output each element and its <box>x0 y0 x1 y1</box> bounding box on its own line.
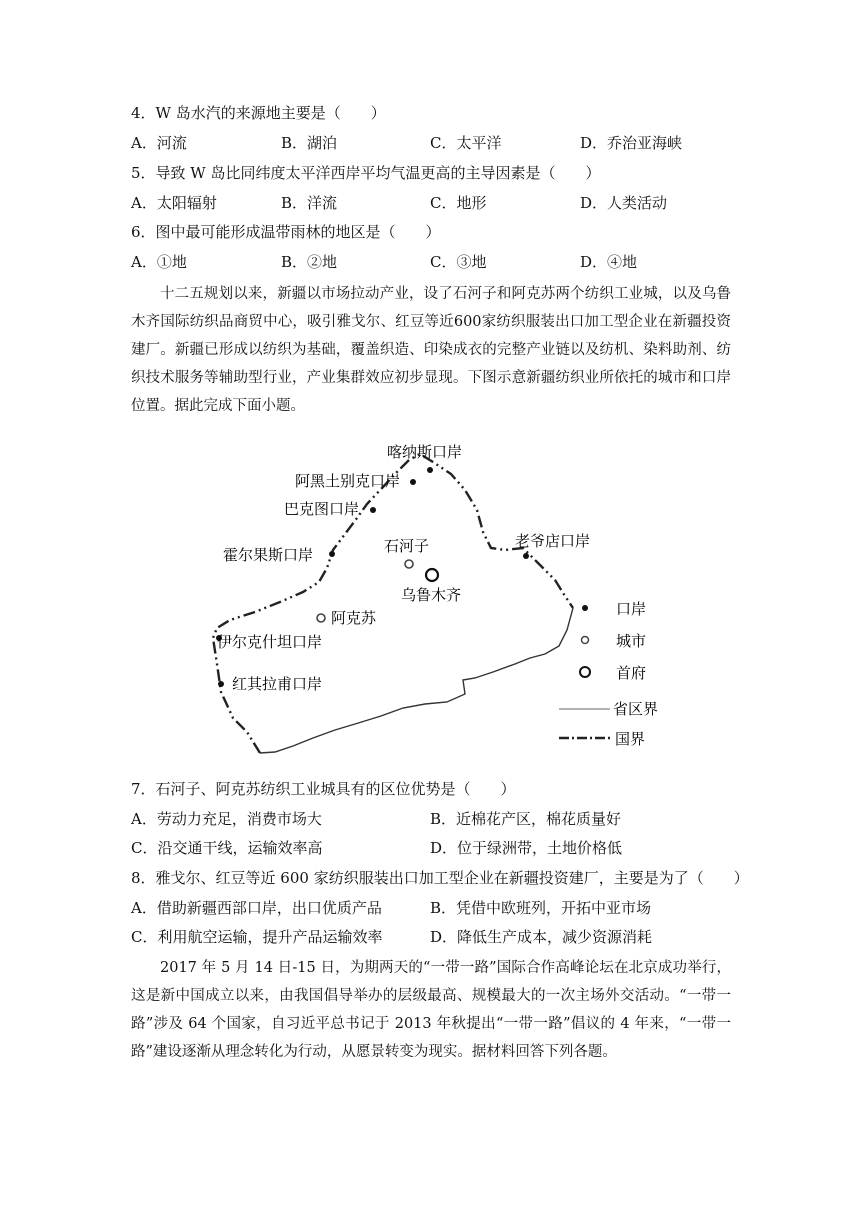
question-7-option-a: A．劳动力充足，消费市场大 <box>131 810 322 828</box>
question-7-option-b: B．近棉花产区，棉花质量好 <box>430 810 622 828</box>
question-6-option-a: A．①地 <box>131 253 187 271</box>
question-5-option-d: D．人类活动 <box>580 194 668 212</box>
capital-marker-urumqi <box>426 569 438 581</box>
label-city-aksu: 阿克苏 <box>331 609 377 627</box>
label-port-kanas: 喀纳斯口岸 <box>387 443 463 461</box>
question-4-stem: 4．W 岛水汽的来源地主要是（ ） <box>131 104 386 122</box>
label-port-khorgos: 霍尔果斯口岸 <box>223 546 314 564</box>
question-4-option-b: B．湖泊 <box>281 134 338 152</box>
question-4-option-a: A．河流 <box>131 134 187 152</box>
question-8-option-d: D．降低生产成本，减少资源消耗 <box>430 928 653 946</box>
question-6-stem: 6．图中最可能形成温带雨林的地区是（ ） <box>131 223 441 241</box>
question-8-option-c: C．利用航空运输，提升产品运输效率 <box>131 928 383 946</box>
question-6-option-d: D．④地 <box>580 253 638 271</box>
national-boundary <box>213 454 573 753</box>
label-city-shihezi: 石河子 <box>384 537 430 555</box>
legend-city-symbol <box>582 637 589 644</box>
legend-port-label: 口岸 <box>616 600 647 618</box>
passage-textile-industry: 十二五规划以来，新疆以市场拉动产业，设了石河子和阿克苏两个纺织工业城，以及乌鲁木齐国际纺织品商贸中心，吸引雅戈尔、红豆等近600家纺织服装出口加工型企业在新疆投资建厂。新疆已形成以纺织为基础，覆盖织造、印染成衣的完整产业链以及纺机、染料助剂、纺织技术服务等辅助型行业，产业集群效应初步显现。下图示意新疆纺织业所依托的城市和口岸位置。据此完成下面小题。 <box>131 286 731 414</box>
question-7-stem: 7．石河子、阿克苏纺织工业城具有的区位优势是（ ） <box>131 780 516 798</box>
legend-national-label: 国界 <box>615 730 646 748</box>
label-port-baketu: 巴克图口岸 <box>284 500 360 518</box>
question-4-option-c: C．太平洋 <box>430 134 502 152</box>
question-8-stem: 8．雅戈尔、红豆等近 600 家纺织服装出口加工型企业在新疆投资建厂，主要是为了（ ） <box>131 869 749 887</box>
legend-city-label: 城市 <box>616 632 647 650</box>
question-8-option-b: B．凭借中欧班列，开拓中亚市场 <box>430 899 652 917</box>
label-capital-urumqi: 乌鲁木齐 <box>401 586 462 604</box>
question-4-option-d: D．乔治亚海峡 <box>580 134 683 152</box>
question-5-stem: 5．导致 W 岛比同纬度太平洋西岸平均气温更高的主导因素是（ ） <box>131 164 601 182</box>
legend-provincial-label: 省区界 <box>613 700 659 718</box>
question-5-option-c: C．地形 <box>430 194 487 212</box>
label-port-khunjerab: 红其拉甫口岸 <box>232 675 323 693</box>
port-dot-kanas <box>427 467 433 473</box>
legend-port-symbol <box>582 605 588 611</box>
question-5-option-b: B．洋流 <box>281 194 338 212</box>
passage-belt-and-road: 2017 年 5 月 14 日-15 日，为期两天的“一带一路”国际合作高峰论坛在北京成功举行，这是新中国成立以来，由我国倡导举办的层级最高、规模最大的一次主场外交活动。“一带一路”涉及 64 个国家，自习近平总书记于 2013 年秋提出“一带一路”倡议的 4 年来，“一带一路”建设逐渐从理念转化为行动，从愿景转变为现实。据材料回答下列各题。 <box>131 960 731 1060</box>
question-5-option-a: A．太阳辐射 <box>131 194 217 212</box>
port-dot-khunjerab <box>218 681 224 687</box>
label-port-aheitubieke: 阿黑土别克口岸 <box>295 472 401 490</box>
question-8-option-a: A．借助新疆西部口岸，出口优质产品 <box>131 899 382 917</box>
label-port-laoyemiao: 老爷店口岸 <box>515 532 591 550</box>
port-dot-aheitubieke <box>410 479 416 485</box>
question-7-option-c: C．沿交通干线，运输效率高 <box>131 839 323 857</box>
city-marker-shihezi <box>405 560 413 568</box>
port-dot-khorgos <box>329 551 335 557</box>
label-port-irkeshtam: 伊尔克什坦口岸 <box>217 633 323 651</box>
question-6-option-b: B．②地 <box>281 253 338 271</box>
port-dot-laoyemiao <box>523 553 529 559</box>
city-marker-aksu <box>317 614 325 622</box>
legend-capital-label: 首府 <box>616 664 647 682</box>
question-7-option-d: D．位于绿洲带，土地价格低 <box>430 839 623 857</box>
question-6-option-c: C．③地 <box>430 253 487 271</box>
xinjiang-textile-map <box>195 432 695 768</box>
port-dot-baketu <box>370 507 376 513</box>
legend-capital-symbol <box>580 667 590 677</box>
